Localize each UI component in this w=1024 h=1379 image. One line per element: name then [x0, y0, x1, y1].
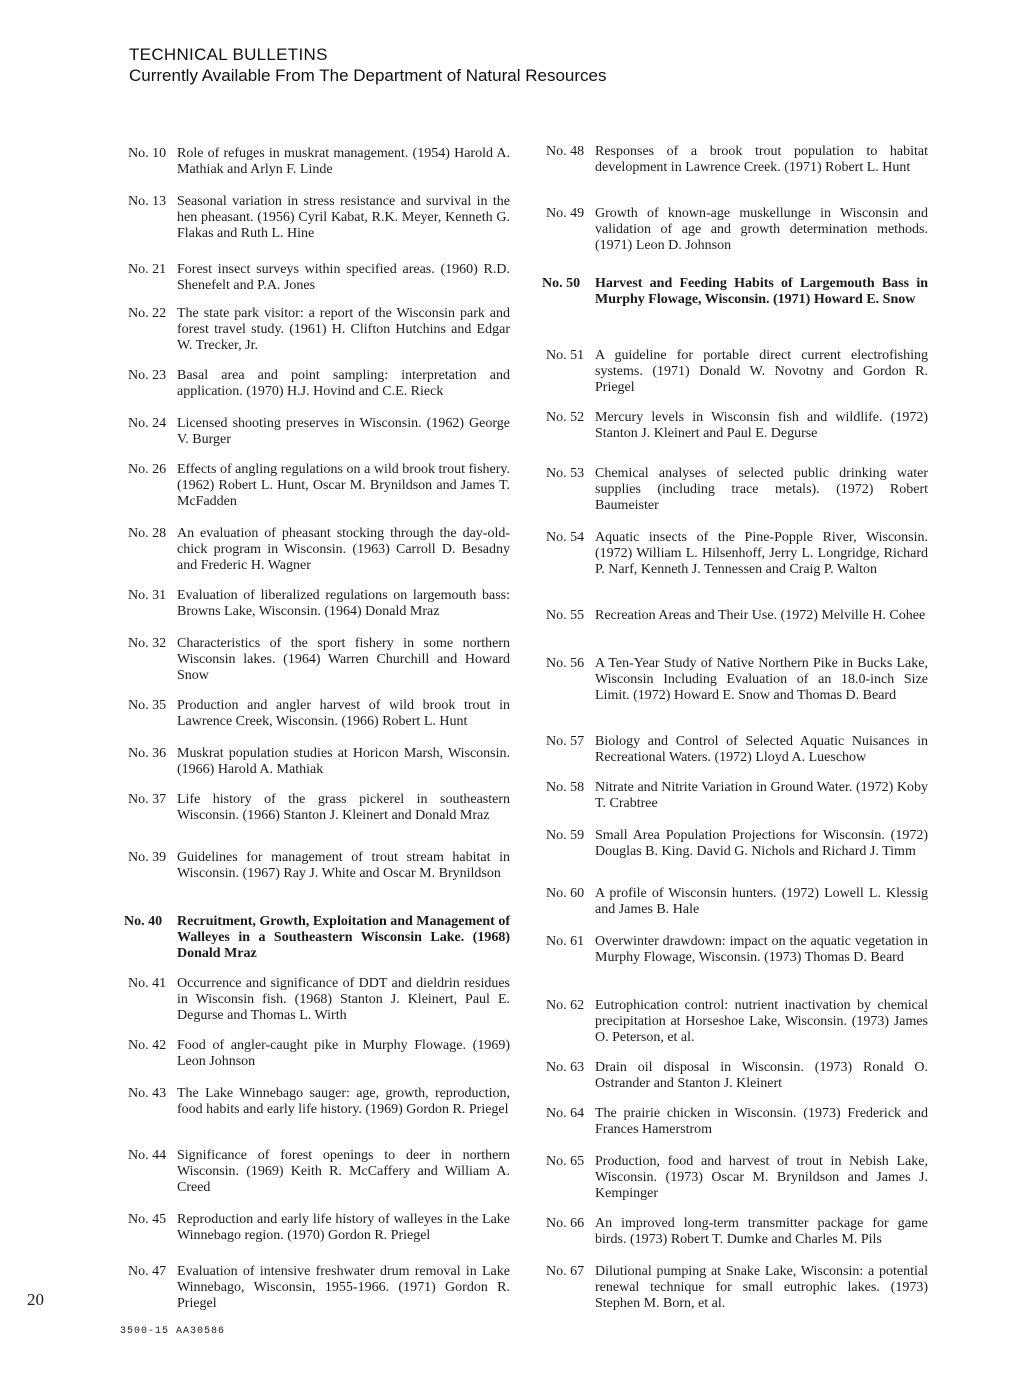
bulletin-text: Role of refuges in muskrat management. (1954) Harold A. Mathiak and Arlyn F. Linde [177, 146, 510, 177]
bulletin-entry [546, 206, 928, 254]
bulletin-number: No. 52 [546, 410, 585, 425]
page-header [129, 44, 606, 86]
bulletin-text: Growth of known-age muskellunge in Wisconsin and validation of age and growth determination methods. (1971) Leon D. Johnson [595, 206, 928, 253]
bulletin-number: No. 23 [128, 368, 167, 383]
bulletin-entry [128, 746, 510, 778]
bulletin-number: No. 54 [546, 530, 585, 545]
bulletin-text: Recreation Areas and Their Use. (1972) Melville H. Cohee [595, 608, 926, 623]
bulletin-text: Evaluation of intensive freshwater drum removal in Lake Winnebago, Wisconsin, 1955-1966. (1971) Gordon R. Priegel [177, 1264, 510, 1311]
bulletin-number: No. 22 [128, 306, 167, 321]
bulletin-entry [546, 1216, 928, 1248]
bulletin-text: Small Area Population Projections for Wisconsin. (1972) Douglas B. King. David G. Nichols and Richard J. Timm [595, 828, 928, 859]
bulletin-entry [128, 1148, 510, 1196]
bulletin-entry [546, 886, 928, 918]
bulletin-entry [128, 526, 510, 574]
bulletin-text: An evaluation of pheasant stocking through the day-old-chick program in Wisconsin. (1963) Carroll D. Besadny and Frederic H. Wagner [177, 526, 510, 573]
bulletin-text: Drain oil disposal in Wisconsin. (1973) Ronald O. Ostrander and Stanton J. Kleinert [595, 1060, 928, 1091]
bulletin-number: No. 50 [542, 276, 581, 291]
bulletin-entry [546, 934, 928, 966]
bulletin-text: Forest insect surveys within specified areas. (1960) R.D. Shenefelt and P.A. Jones [177, 262, 510, 293]
bulletin-text: Mercury levels in Wisconsin fish and wildlife. (1972) Stanton J. Kleinert and Paul E. Degurse [595, 410, 928, 441]
bulletin-entry [546, 144, 928, 176]
bulletin-number: No. 45 [128, 1212, 167, 1227]
bulletin-entry [546, 780, 928, 812]
bulletin-number: No. 55 [546, 608, 585, 623]
bulletin-number: No. 63 [546, 1060, 585, 1075]
bulletin-number: No. 37 [128, 792, 167, 807]
bulletin-entry [128, 1264, 510, 1312]
bulletin-entry [542, 276, 928, 308]
bulletin-entry [546, 1060, 928, 1092]
bulletin-text: Evaluation of liberalized regulations on largemouth bass: Browns Lake, Wisconsin. (1964) Donald Mraz [177, 588, 510, 619]
bulletin-entry [546, 530, 928, 578]
bulletin-entry [546, 1106, 928, 1138]
bulletin-text: Licensed shooting preserves in Wisconsin. (1962) George V. Burger [177, 416, 510, 447]
bulletin-entry [128, 416, 510, 448]
bulletin-number: No. 32 [128, 636, 167, 651]
bulletin-text: Effects of angling regulations on a wild brook trout fishery. (1962) Robert L. Hunt, Oscar M. Brynildson and James T. McFadden [177, 462, 510, 509]
bulletin-text: Production and angler harvest of wild brook trout in Lawrence Creek, Wisconsin. (1966) Robert L. Hunt [177, 698, 510, 729]
bulletin-text: Chemical analyses of selected public drinking water supplies (including trace metals). (1972) Robert Baumeister [595, 466, 928, 513]
bulletin-text: A Ten-Year Study of Native Northern Pike in Bucks Lake, Wisconsin Including Evaluation of an 18.0-inch Size Limit. (1972) Howard E. Snow and Thomas D. Beard [595, 656, 928, 703]
bulletin-text: Occurrence and significance of DDT and dieldrin residues in Wisconsin fish. (1968) Stanton J. Kleinert, Paul E. Degurse and Thomas L. Wirth [177, 976, 510, 1023]
bulletin-entry [546, 828, 928, 860]
bulletin-number: No. 60 [546, 886, 585, 901]
bulletin-text: Seasonal variation in stress resistance and survival in the hen pheasant. (1956) Cyril Kabat, R.K. Meyer, Kenneth G. Flakas and Ruth L. Hine [177, 194, 510, 241]
bulletin-text: Muskrat population studies at Horicon Marsh, Wisconsin. (1966) Harold A. Mathiak [177, 746, 510, 777]
bulletin-text: Eutrophication control: nutrient inactivation by chemical precipitation at Horseshoe Lake, Wisconsin. (1973) James O. Peterson, et al. [595, 998, 928, 1045]
bulletin-entry [128, 368, 510, 400]
bulletin-number: No. 44 [128, 1148, 167, 1163]
bulletin-number: No. 35 [128, 698, 167, 713]
bulletin-text: The prairie chicken in Wisconsin. (1973) Frederick and Frances Hamerstrom [595, 1106, 928, 1137]
bulletin-entry [546, 348, 928, 396]
bulletin-text: Production, food and harvest of trout in Nebish Lake, Wisconsin. (1973) Oscar M. Brynildson and James J. Kempinger [595, 1154, 928, 1201]
page-subtitle: Currently Available From The Department of Natural Resources [129, 66, 607, 85]
bulletin-entry [128, 306, 510, 354]
bulletin-entry [546, 998, 928, 1046]
bulletin-text: Overwinter drawdown: impact on the aquatic vegetation in Murphy Flowage, Wisconsin. (1973) Thomas D. Beard [595, 934, 928, 965]
bulletin-entry [128, 262, 510, 294]
bulletin-entry [128, 698, 510, 730]
bulletin-text: Harvest and Feeding Habits of Largemouth Bass in Murphy Flowage, Wisconsin. (1971) Howard E. Snow [595, 276, 928, 307]
bulletin-number: No. 13 [128, 194, 167, 209]
bulletin-number: No. 39 [128, 850, 167, 865]
bulletin-number: No. 48 [546, 144, 585, 159]
bulletin-number: No. 56 [546, 656, 585, 671]
bulletin-text: Guidelines for management of trout stream habitat in Wisconsin. (1967) Ray J. White and Oscar M. Brynildson [177, 850, 510, 881]
bulletin-entry [128, 1086, 510, 1118]
bulletin-number: No. 66 [546, 1216, 585, 1231]
bulletin-text: Aquatic insects of the Pine-Popple River, Wisconsin. (1972) William L. Hilsenhoff, Jerry L. Longridge, Richard P. Narf, Kenneth J. Tennessen and Craig P. Walton [595, 530, 928, 577]
bulletin-number: No. 24 [128, 416, 167, 431]
bulletin-entry [128, 1038, 510, 1070]
bulletin-text: The state park visitor: a report of the Wisconsin park and forest travel study. (1961) H. Clifton Hutchins and Edgar W. Trecker, Jr. [177, 306, 510, 353]
bulletin-text: Reproduction and early life history of walleyes in the Lake Winnebago region. (1970) Gordon R. Priegel [177, 1212, 510, 1243]
bulletin-text: Significance of forest openings to deer in northern Wisconsin. (1969) Keith R. McCaffery and William A. Creed [177, 1148, 510, 1195]
footer-code: 3500-15 AA30586 [120, 1326, 226, 1337]
bulletin-number: No. 10 [128, 146, 167, 161]
bulletin-number: No. 59 [546, 828, 585, 843]
page-title: TECHNICAL BULLETINS [129, 45, 328, 64]
bulletin-number: No. 43 [128, 1086, 167, 1101]
bulletin-number: No. 36 [128, 746, 167, 761]
bulletin-text: A profile of Wisconsin hunters. (1972) Lowell L. Klessig and James B. Hale [595, 886, 928, 917]
bulletin-number: No. 28 [128, 526, 167, 541]
bulletin-entry [546, 1264, 928, 1312]
bulletin-text: Dilutional pumping at Snake Lake, Wisconsin: a potential renewal technique for small eutrophic lakes. (1973) Stephen M. Born, et al. [595, 1264, 928, 1311]
bulletin-entry [128, 194, 510, 242]
bulletin-number: No. 57 [546, 734, 585, 749]
bulletin-number: No. 26 [128, 462, 167, 477]
bulletin-text: Basal area and point sampling: interpretation and application. (1970) H.J. Hovind and C.E. Rieck [177, 368, 510, 399]
bulletin-number: No. 58 [546, 780, 585, 795]
bulletin-text: An improved long-term transmitter package for game birds. (1973) Robert T. Dumke and Charles M. Pils [595, 1216, 928, 1247]
bulletin-text: Food of angler-caught pike in Murphy Flowage. (1969) Leon Johnson [177, 1038, 510, 1069]
bulletin-text: The Lake Winnebago sauger: age, growth, reproduction, food habits and early life history. (1969) Gordon R. Priegel [177, 1086, 510, 1117]
bulletin-number: No. 21 [128, 262, 167, 277]
bulletin-text: Nitrate and Nitrite Variation in Ground Water. (1972) Koby T. Crabtree [595, 780, 928, 811]
bulletin-entry [128, 850, 510, 882]
bulletin-number: No. 41 [128, 976, 167, 991]
bulletin-number: No. 64 [546, 1106, 585, 1121]
bulletin-entry [546, 656, 928, 704]
bulletin-entry [546, 466, 928, 514]
bulletin-entry [546, 410, 928, 442]
page-number: 20 [27, 1290, 44, 1309]
bulletin-entry [128, 146, 510, 178]
bulletin-entry [128, 636, 510, 684]
bulletin-entry [128, 976, 510, 1024]
bulletin-entry [128, 462, 510, 510]
bulletin-text: Recruitment, Growth, Exploitation and Management of Walleyes in a Southeastern Wisconsin Lake. (1968) Donald Mraz [177, 914, 510, 961]
bulletin-number: No. 47 [128, 1264, 167, 1279]
bulletin-text: Responses of a brook trout population to habitat development in Lawrence Creek. (1971) Robert L. Hunt [595, 144, 928, 175]
bulletin-entry [128, 792, 510, 824]
bulletin-text: Biology and Control of Selected Aquatic Nuisances in Recreational Waters. (1972) Lloyd A. Lueschow [595, 734, 928, 765]
bulletin-text: A guideline for portable direct current electrofishing systems. (1971) Donald W. Novotny and Gordon R. Priegel [595, 348, 928, 395]
bulletin-number: No. 53 [546, 466, 585, 481]
bulletin-entry [546, 608, 928, 624]
bulletin-entry [546, 1154, 928, 1202]
bulletin-number: No. 62 [546, 998, 585, 1013]
bulletin-number: No. 67 [546, 1264, 585, 1279]
bulletin-text: Life history of the grass pickerel in southeastern Wisconsin. (1966) Stanton J. Kleinert and Donald Mraz [177, 792, 510, 823]
bulletin-text: Characteristics of the sport fishery in some northern Wisconsin lakes. (1964) Warren Churchill and Howard Snow [177, 636, 510, 683]
bulletin-number: No. 31 [128, 588, 167, 603]
bulletin-number: No. 61 [546, 934, 585, 949]
bulletin-number: No. 42 [128, 1038, 167, 1053]
bulletin-number: No. 49 [546, 206, 585, 221]
bulletin-number: No. 51 [546, 348, 585, 363]
bulletin-entry [546, 734, 928, 766]
bulletin-entry [128, 1212, 510, 1244]
bulletin-number: No. 65 [546, 1154, 585, 1169]
bulletin-entry [124, 914, 510, 962]
bulletin-number: No. 40 [124, 914, 163, 929]
bulletin-entry [128, 588, 510, 620]
